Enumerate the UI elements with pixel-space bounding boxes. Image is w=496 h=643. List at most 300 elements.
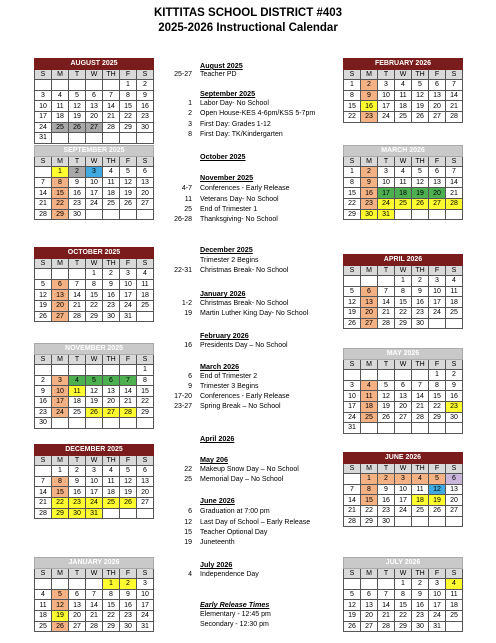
weekday-header: F [120,354,137,365]
day-cell: 29 [52,209,69,220]
day-cell: 22 [361,505,378,516]
event-month-heading: August 2025 [200,61,243,70]
event-dates: 16 [184,342,192,349]
day-cell: 23 [35,407,52,418]
event-month-heading: December 2025 [200,245,253,254]
calendar-subtitle: 2025-2026 Instructional Calendar [158,22,338,34]
weekday-header: S [344,156,361,167]
weekday-header: F [429,359,446,370]
day-cell: 19 [120,487,137,498]
day-cell: 8 [361,484,378,495]
weekday-header: S [35,258,52,269]
month-header: JUNE 2026 [344,453,463,464]
day-cell: 7 [446,80,463,91]
month-header: JANUARY 2026 [35,558,154,569]
day-cell: 21 [446,188,463,199]
day-cell: 26 [412,111,429,122]
day-cell: 24 [429,307,446,318]
day-cell: 4 [103,167,120,178]
day-cell: 17 [52,396,69,407]
weekday-header: M [361,156,378,167]
weekday-header: S [446,359,463,370]
day-cell: 7 [344,484,361,495]
day-cell: 2 [103,269,120,280]
day-cell: 6 [361,589,378,600]
day-cell: 19 [378,401,395,412]
day-cell: 28 [344,516,361,527]
day-cell: 28 [35,508,52,519]
event-month-heading: April 2026 [200,434,235,443]
day-cell: 22 [344,111,361,122]
day-cell: 18 [52,111,69,122]
day-cell: 20 [446,495,463,506]
day-cell: 15 [137,386,154,397]
event-month-heading: February 2026 [200,331,249,340]
day-cell: 27 [429,111,446,122]
weekday-header: M [361,265,378,276]
weekday-header: TH [412,156,429,167]
event-dates: 6 [188,508,192,515]
day-cell: 6 [429,167,446,178]
day-cell: 16 [361,101,378,112]
event-dates: 9 [188,383,192,390]
day-cell: 17 [429,600,446,611]
day-cell: 19 [429,495,446,506]
day-cell: 18 [412,495,429,506]
day-cell: 11 [137,279,154,290]
day-cell: 4 [412,474,429,485]
weekday-header: T [69,69,86,80]
event-dates: 25 [184,476,192,483]
day-cell: 6 [103,375,120,386]
weekday-header: W [395,156,412,167]
event-month-heading: March 2026 [200,362,240,371]
day-cell: 20 [361,610,378,621]
day-cell: 23 [69,497,86,508]
day-cell: 22 [52,198,69,209]
weekday-header: S [137,156,154,167]
day-cell: 30 [69,209,86,220]
day-cell: 5 [52,589,69,600]
weekday-header: F [120,568,137,579]
day-cell: 16 [137,101,154,112]
weekday-header: S [446,265,463,276]
day-cell: 24 [344,412,361,423]
day-cell: 25 [137,300,154,311]
day-cell: 7 [378,589,395,600]
day-cell: 14 [35,487,52,498]
day-cell: 25 [395,198,412,209]
weekday-header: F [429,265,446,276]
event-dates: 4 [188,571,192,578]
day-cell: 9 [35,386,52,397]
day-cell: 28 [446,111,463,122]
day-cell: 4 [395,167,412,178]
event-description: End of Trimester 1 [200,206,258,213]
event-description: Makeup Snow Day – No School [200,466,299,473]
day-cell: 3 [344,380,361,391]
day-cell: 27 [52,311,69,322]
day-cell: 3 [52,375,69,386]
event-description: Juneteenth [200,539,235,546]
day-cell: 16 [69,188,86,199]
day-cell: 15 [395,297,412,308]
day-cell: 21 [35,497,52,508]
day-cell: 18 [103,188,120,199]
day-cell: 24 [378,111,395,122]
day-cell: 20 [69,610,86,621]
weekday-header: S [35,156,52,167]
event-dates: 4-7 [181,185,192,192]
weekday-header: W [395,359,412,370]
day-cell: 15 [395,600,412,611]
day-cell: 1 [395,276,412,287]
day-cell: 16 [412,297,429,308]
event-dates: 1 [188,100,192,107]
day-cell: 8 [86,279,103,290]
day-cell: 2 [446,370,463,381]
weekday-header: TH [103,156,120,167]
day-cell: 27 [361,318,378,329]
day-cell: 17 [344,401,361,412]
day-cell: 6 [137,466,154,477]
day-cell: 12 [35,290,52,301]
day-cell: 20 [86,111,103,122]
day-cell: 15 [120,101,137,112]
weekday-header: S [344,568,361,579]
weekday-header: M [361,463,378,474]
day-cell: 2 [69,167,86,178]
month-header: SEPTEMBER 2025 [35,146,154,157]
day-cell: 24 [429,610,446,621]
event-description: Conferences - Early Release [200,185,290,192]
day-cell: 11 [446,286,463,297]
day-cell: 25 [52,122,69,133]
day-cell: 24 [86,198,103,209]
day-cell: 21 [446,101,463,112]
weekday-header: S [344,265,361,276]
day-cell: 8 [52,177,69,188]
event-description: Spring Break – No School [200,403,281,410]
day-cell: 7 [103,90,120,101]
day-cell: 17 [137,600,154,611]
day-cell: 27 [429,198,446,209]
day-cell: 26 [35,311,52,322]
day-cell: 9 [361,90,378,101]
day-cell: 31 [378,209,395,220]
day-cell: 27 [86,122,103,133]
day-cell: 5 [378,380,395,391]
day-cell: 11 [395,90,412,101]
day-cell: 30 [446,412,463,423]
day-cell: 28 [103,122,120,133]
event-description: First Day: Grades 1-12 [200,121,271,128]
day-cell: 6 [361,286,378,297]
day-cell: 11 [35,600,52,611]
day-cell: 7 [35,177,52,188]
day-cell: 10 [429,286,446,297]
day-cell: 25 [395,111,412,122]
day-cell: 3 [378,80,395,91]
day-cell: 9 [69,476,86,487]
day-cell: 3 [86,466,103,477]
weekday-header: S [137,455,154,466]
day-cell: 1 [52,167,69,178]
weekday-header: S [35,69,52,80]
day-cell: 27 [395,412,412,423]
weekday-header: S [137,568,154,579]
event-description: Last Day of School – Early Release [200,519,311,526]
day-cell: 12 [69,101,86,112]
day-cell: 5 [69,90,86,101]
weekday-header: W [395,463,412,474]
day-cell: 6 [395,380,412,391]
day-cell: 7 [120,375,137,386]
day-cell: 7 [35,476,52,487]
weekday-header: TH [103,69,120,80]
day-cell: 10 [378,177,395,188]
day-cell: 30 [69,508,86,519]
day-cell: 19 [120,188,137,199]
day-cell: 5 [120,466,137,477]
day-cell: 29 [137,407,154,418]
day-cell: 23 [378,505,395,516]
day-cell: 1 [344,80,361,91]
day-cell: 2 [120,579,137,590]
day-cell: 9 [69,177,86,188]
day-cell: 11 [361,391,378,402]
day-cell: 12 [412,177,429,188]
day-cell: 3 [86,167,103,178]
weekday-header: TH [103,258,120,269]
day-cell: 21 [69,300,86,311]
day-cell: 26 [69,122,86,133]
day-cell: 16 [412,600,429,611]
day-cell: 4 [446,276,463,287]
weekday-header: TH [412,69,429,80]
day-cell: 26 [412,198,429,209]
day-cell: 30 [137,122,154,133]
month-header: APRIL 2026 [344,255,463,266]
day-cell: 4 [395,80,412,91]
event-month-heading: January 2026 [200,289,246,298]
day-cell: 22 [429,401,446,412]
day-cell: 18 [395,188,412,199]
day-cell: 7 [69,279,86,290]
day-cell: 29 [395,621,412,632]
day-cell: 3 [137,579,154,590]
day-cell: 1 [344,167,361,178]
day-cell: 18 [395,101,412,112]
day-cell: 10 [35,101,52,112]
day-cell: 29 [361,516,378,527]
day-cell: 4 [103,466,120,477]
day-cell: 28 [446,198,463,209]
month-header: DECEMBER 2025 [35,445,154,456]
day-cell: 19 [69,111,86,122]
day-cell: 4 [361,380,378,391]
day-cell: 19 [412,188,429,199]
month-header: MARCH 2026 [344,146,463,157]
day-cell: 4 [137,269,154,280]
day-cell: 9 [361,177,378,188]
day-cell: 9 [378,484,395,495]
event-month-heading: Early Release Times [200,600,270,609]
day-cell: 28 [378,621,395,632]
weekday-header: TH [103,568,120,579]
day-cell: 25 [103,198,120,209]
weekday-header: T [69,258,86,269]
day-cell: 31 [35,133,52,144]
day-cell: 14 [378,600,395,611]
day-cell: 5 [86,375,103,386]
day-cell: 9 [412,286,429,297]
day-cell: 23 [446,401,463,412]
day-cell: 8 [395,589,412,600]
day-cell: 31 [137,621,154,632]
event-description: Independence Day [200,571,259,578]
day-cell: 13 [361,600,378,611]
day-cell: 2 [412,579,429,590]
day-cell: 9 [446,380,463,391]
day-cell: 29 [86,311,103,322]
event-description: Teacher PD [200,71,237,78]
day-cell: 2 [69,466,86,477]
weekday-header: F [120,258,137,269]
day-cell: 22 [395,610,412,621]
day-cell: 14 [344,495,361,506]
event-description: End of Trimester 2 [200,373,258,380]
day-cell: 20 [103,396,120,407]
day-cell: 5 [120,167,137,178]
event-month-heading: May 206 [200,455,228,464]
day-cell: 23 [137,111,154,122]
day-cell: 3 [35,90,52,101]
day-cell: 25 [446,307,463,318]
weekday-header: T [69,455,86,466]
day-cell: 24 [120,300,137,311]
day-cell: 16 [103,290,120,301]
day-cell: 13 [69,600,86,611]
weekday-header: F [429,568,446,579]
day-cell: 8 [137,375,154,386]
day-cell: 22 [52,497,69,508]
weekday-header: S [446,463,463,474]
day-cell: 30 [120,621,137,632]
weekday-header: T [378,69,395,80]
day-cell: 30 [378,516,395,527]
weekday-header: M [361,359,378,370]
day-cell: 11 [412,484,429,495]
day-cell: 18 [35,610,52,621]
weekday-header: F [429,463,446,474]
day-cell: 8 [429,380,446,391]
day-cell: 27 [137,497,154,508]
day-cell: 7 [412,380,429,391]
day-cell: 10 [137,589,154,600]
day-cell: 14 [35,188,52,199]
day-cell: 18 [446,600,463,611]
month-header: MAY 2026 [344,349,463,360]
day-cell: 7 [446,167,463,178]
day-cell: 15 [344,101,361,112]
day-cell: 14 [103,101,120,112]
day-cell: 22 [344,198,361,209]
day-cell: 19 [344,307,361,318]
day-cell: 8 [120,90,137,101]
day-cell: 29 [395,318,412,329]
weekday-header: S [344,463,361,474]
day-cell: 5 [412,80,429,91]
day-cell: 8 [395,286,412,297]
event-month-heading: October 2025 [200,152,246,161]
day-cell: 22 [395,307,412,318]
day-cell: 17 [395,495,412,506]
day-cell: 19 [412,101,429,112]
weekday-header: S [137,69,154,80]
weekday-header: S [344,69,361,80]
day-cell: 17 [378,101,395,112]
event-dates: 2 [188,110,192,117]
weekday-header: S [344,359,361,370]
day-cell: 21 [86,610,103,621]
day-cell: 2 [137,80,154,91]
day-cell: 17 [35,111,52,122]
day-cell: 6 [86,90,103,101]
day-cell: 19 [35,300,52,311]
day-cell: 20 [361,307,378,318]
day-cell: 15 [103,600,120,611]
day-cell: 14 [412,391,429,402]
day-cell: 22 [86,300,103,311]
day-cell: 29 [120,122,137,133]
day-cell: 10 [86,476,103,487]
day-cell: 29 [344,209,361,220]
weekday-header: S [446,69,463,80]
day-cell: 15 [344,188,361,199]
day-cell: 18 [69,396,86,407]
day-cell: 4 [52,90,69,101]
day-cell: 26 [86,407,103,418]
weekday-header: T [378,359,395,370]
day-cell: 18 [103,487,120,498]
day-cell: 13 [429,90,446,101]
day-cell: 12 [120,177,137,188]
day-cell: 2 [412,276,429,287]
event-month-heading: September 2025 [200,89,256,98]
event-description: Labor Day- No School [200,100,269,107]
weekday-header: F [120,455,137,466]
event-description: Graduation at 7:00 pm [200,508,270,515]
weekday-header: M [361,568,378,579]
weekday-header: S [35,354,52,365]
day-cell: 3 [429,276,446,287]
day-cell: 30 [35,418,52,429]
day-cell: 16 [35,396,52,407]
day-cell: 10 [344,391,361,402]
weekday-header: T [378,265,395,276]
day-cell: 23 [120,610,137,621]
day-cell: 28 [120,407,137,418]
event-dates: 12 [184,519,192,526]
district-name: KITTITAS SCHOOL DISTRICT #403 [153,7,343,19]
day-cell: 23 [412,307,429,318]
day-cell: 5 [35,279,52,290]
day-cell: 4 [446,579,463,590]
weekday-header: S [137,258,154,269]
day-cell: 4 [35,589,52,600]
day-cell: 19 [344,610,361,621]
